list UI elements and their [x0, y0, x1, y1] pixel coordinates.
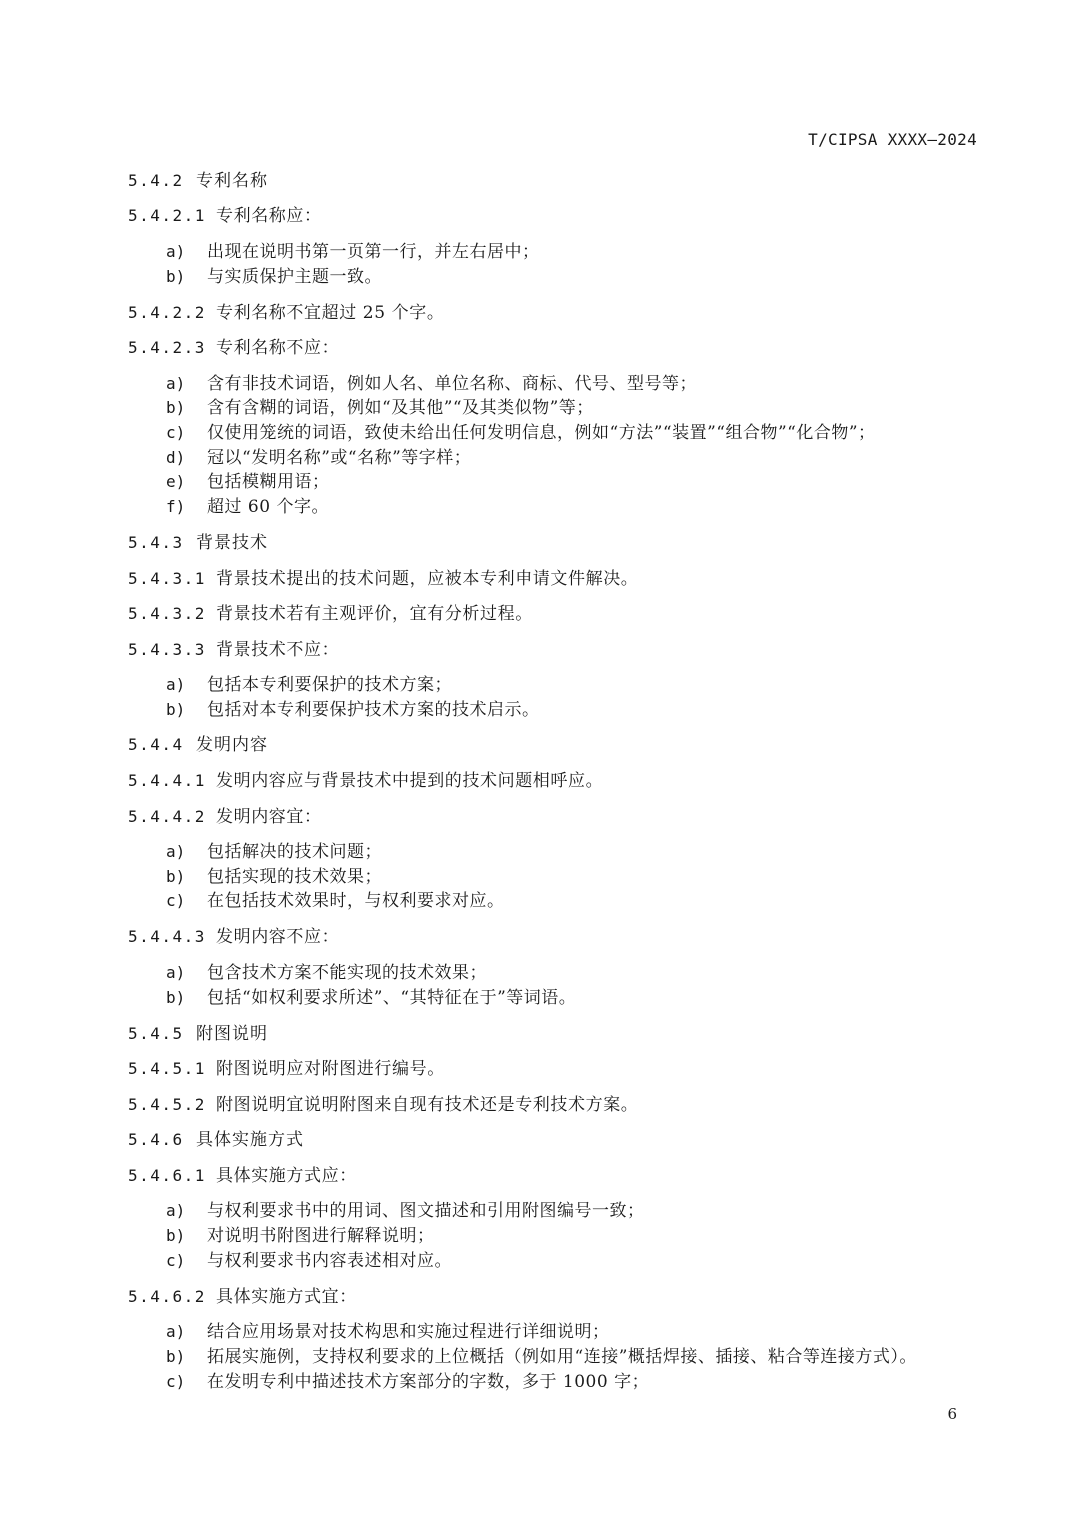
clause-text: 结合应用场景对技术构思和实施过程进行详细说明；	[207, 1322, 610, 1342]
clause-text: 发明内容宜：	[216, 807, 322, 827]
clause-text: 在发明专利中描述技术方案部分的字数，多于 1000 字；	[207, 1372, 650, 1392]
list-marker: c)	[166, 891, 186, 910]
clause-text: 与权利要求书内容表述相对应。	[207, 1251, 452, 1271]
clause-text: 包括对本专利要保护技术方案的技术启示。	[207, 700, 540, 720]
clause-text: 专利名称不宜超过 25 个字。	[216, 303, 445, 323]
page-number: 6	[947, 1405, 957, 1423]
clause-number: 5.4.4	[128, 735, 184, 754]
clause-text: 含有非技术词语，例如人名、单位名称、商标、代号、型号等；	[207, 374, 697, 394]
clause-text: 拓展实施例，支持权利要求的上位概括（例如用“连接”概括焊接、插接、粘合等连接方式）。	[207, 1347, 917, 1367]
clause-text: 冠以“发明名称”或“名称”等字样；	[207, 448, 472, 468]
clause-text: 包括“如权利要求所述”、“其特征在于”等词语。	[207, 988, 577, 1008]
clause-text: 附图说明应对附图进行编号。	[216, 1059, 445, 1079]
clause-number: 5.4.2	[128, 171, 184, 190]
list-marker: b)	[166, 988, 186, 1007]
list-marker: b)	[166, 398, 186, 417]
clause-text: 发明内容应与背景技术中提到的技术问题相呼应。	[216, 771, 604, 791]
clause-number: 5.4.3.3	[128, 640, 206, 659]
clause-text: 背景技术若有主观评价，宜有分析过程。	[216, 604, 533, 624]
clause-text: 与权利要求书中的用词、图文描述和引用附图编号一致；	[207, 1201, 645, 1221]
list-marker: a)	[166, 963, 186, 982]
list-marker: a)	[166, 242, 186, 261]
list-marker: f)	[166, 497, 186, 516]
clause-text: 包含技术方案不能实现的技术效果；	[207, 963, 487, 983]
list-marker: d)	[166, 448, 186, 467]
list-marker: a)	[166, 675, 186, 694]
clause-number: 5.4.2.2	[128, 303, 206, 322]
clause-text: 专利名称	[196, 171, 268, 191]
clause-text: 具体实施方式	[196, 1130, 304, 1150]
list-marker: c)	[166, 1372, 186, 1391]
clause-text: 发明内容不应：	[216, 927, 340, 947]
list-marker: e)	[166, 472, 186, 491]
clause-number: 5.4.4.2	[128, 807, 206, 826]
clause-number: 5.4.3.2	[128, 604, 206, 623]
clause-number: 5.4.6.1	[128, 1166, 206, 1185]
list-marker: c)	[166, 1251, 186, 1270]
clause-text: 背景技术	[196, 533, 268, 553]
clause-text: 超过 60 个字。	[207, 497, 329, 517]
list-marker: a)	[166, 1201, 186, 1220]
clause-text: 包括解决的技术问题；	[207, 842, 382, 862]
clause-text: 含有含糊的词语，例如“及其他”“及其类似物”等；	[207, 398, 594, 418]
list-marker: b)	[166, 267, 186, 286]
clause-text: 背景技术不应：	[216, 640, 340, 660]
clause-number: 5.4.6	[128, 1130, 184, 1149]
clause-text: 专利名称不应：	[216, 338, 340, 358]
clause-text: 背景技术提出的技术问题，应被本专利申请文件解决。	[216, 569, 639, 589]
list-marker: a)	[166, 1322, 186, 1341]
clause-number: 5.4.3	[128, 533, 184, 552]
list-marker: a)	[166, 374, 186, 393]
list-marker: b)	[166, 1226, 186, 1245]
clause-text: 包括实现的技术效果；	[207, 867, 382, 887]
clause-number: 5.4.5	[128, 1024, 184, 1043]
list-marker: b)	[166, 700, 186, 719]
list-marker: b)	[166, 867, 186, 886]
clause-number: 5.4.2.3	[128, 338, 206, 357]
clause-text: 包括模糊用语；	[207, 472, 330, 492]
clause-text: 仅使用笼统的词语，致使未给出任何发明信息，例如“方法”“装置”“组合物”“化合物”；	[207, 423, 876, 443]
clause-text: 发明内容	[196, 735, 268, 755]
clause-text: 专利名称应：	[216, 206, 322, 226]
clause-text: 具体实施方式宜：	[216, 1287, 357, 1307]
clause-number: 5.4.2.1	[128, 206, 206, 225]
clause-number: 5.4.5.2	[128, 1095, 206, 1114]
list-marker: a)	[166, 842, 186, 861]
list-marker: b)	[166, 1347, 186, 1366]
clause-text: 附图说明宜说明附图来自现有技术还是专利技术方案。	[216, 1095, 639, 1115]
clause-number: 5.4.4.3	[128, 927, 206, 946]
list-marker: c)	[166, 423, 186, 442]
clause-number: 5.4.3.1	[128, 569, 206, 588]
clause-text: 对说明书附图进行解释说明；	[207, 1226, 435, 1246]
clause-text: 包括本专利要保护的技术方案；	[207, 675, 452, 695]
clause-text: 在包括技术效果时，与权利要求对应。	[207, 891, 505, 911]
clause-text: 具体实施方式应：	[216, 1166, 357, 1186]
clause-text: 出现在说明书第一页第一行，并左右居中；	[207, 242, 540, 262]
clause-text: 与实质保护主题一致。	[207, 267, 382, 287]
standard-code: T/CIPSA XXXX—2024	[808, 130, 977, 149]
clause-number: 5.4.4.1	[128, 771, 206, 790]
clause-number: 5.4.6.2	[128, 1287, 206, 1306]
clause-number: 5.4.5.1	[128, 1059, 206, 1078]
clause-text: 附图说明	[196, 1024, 268, 1044]
